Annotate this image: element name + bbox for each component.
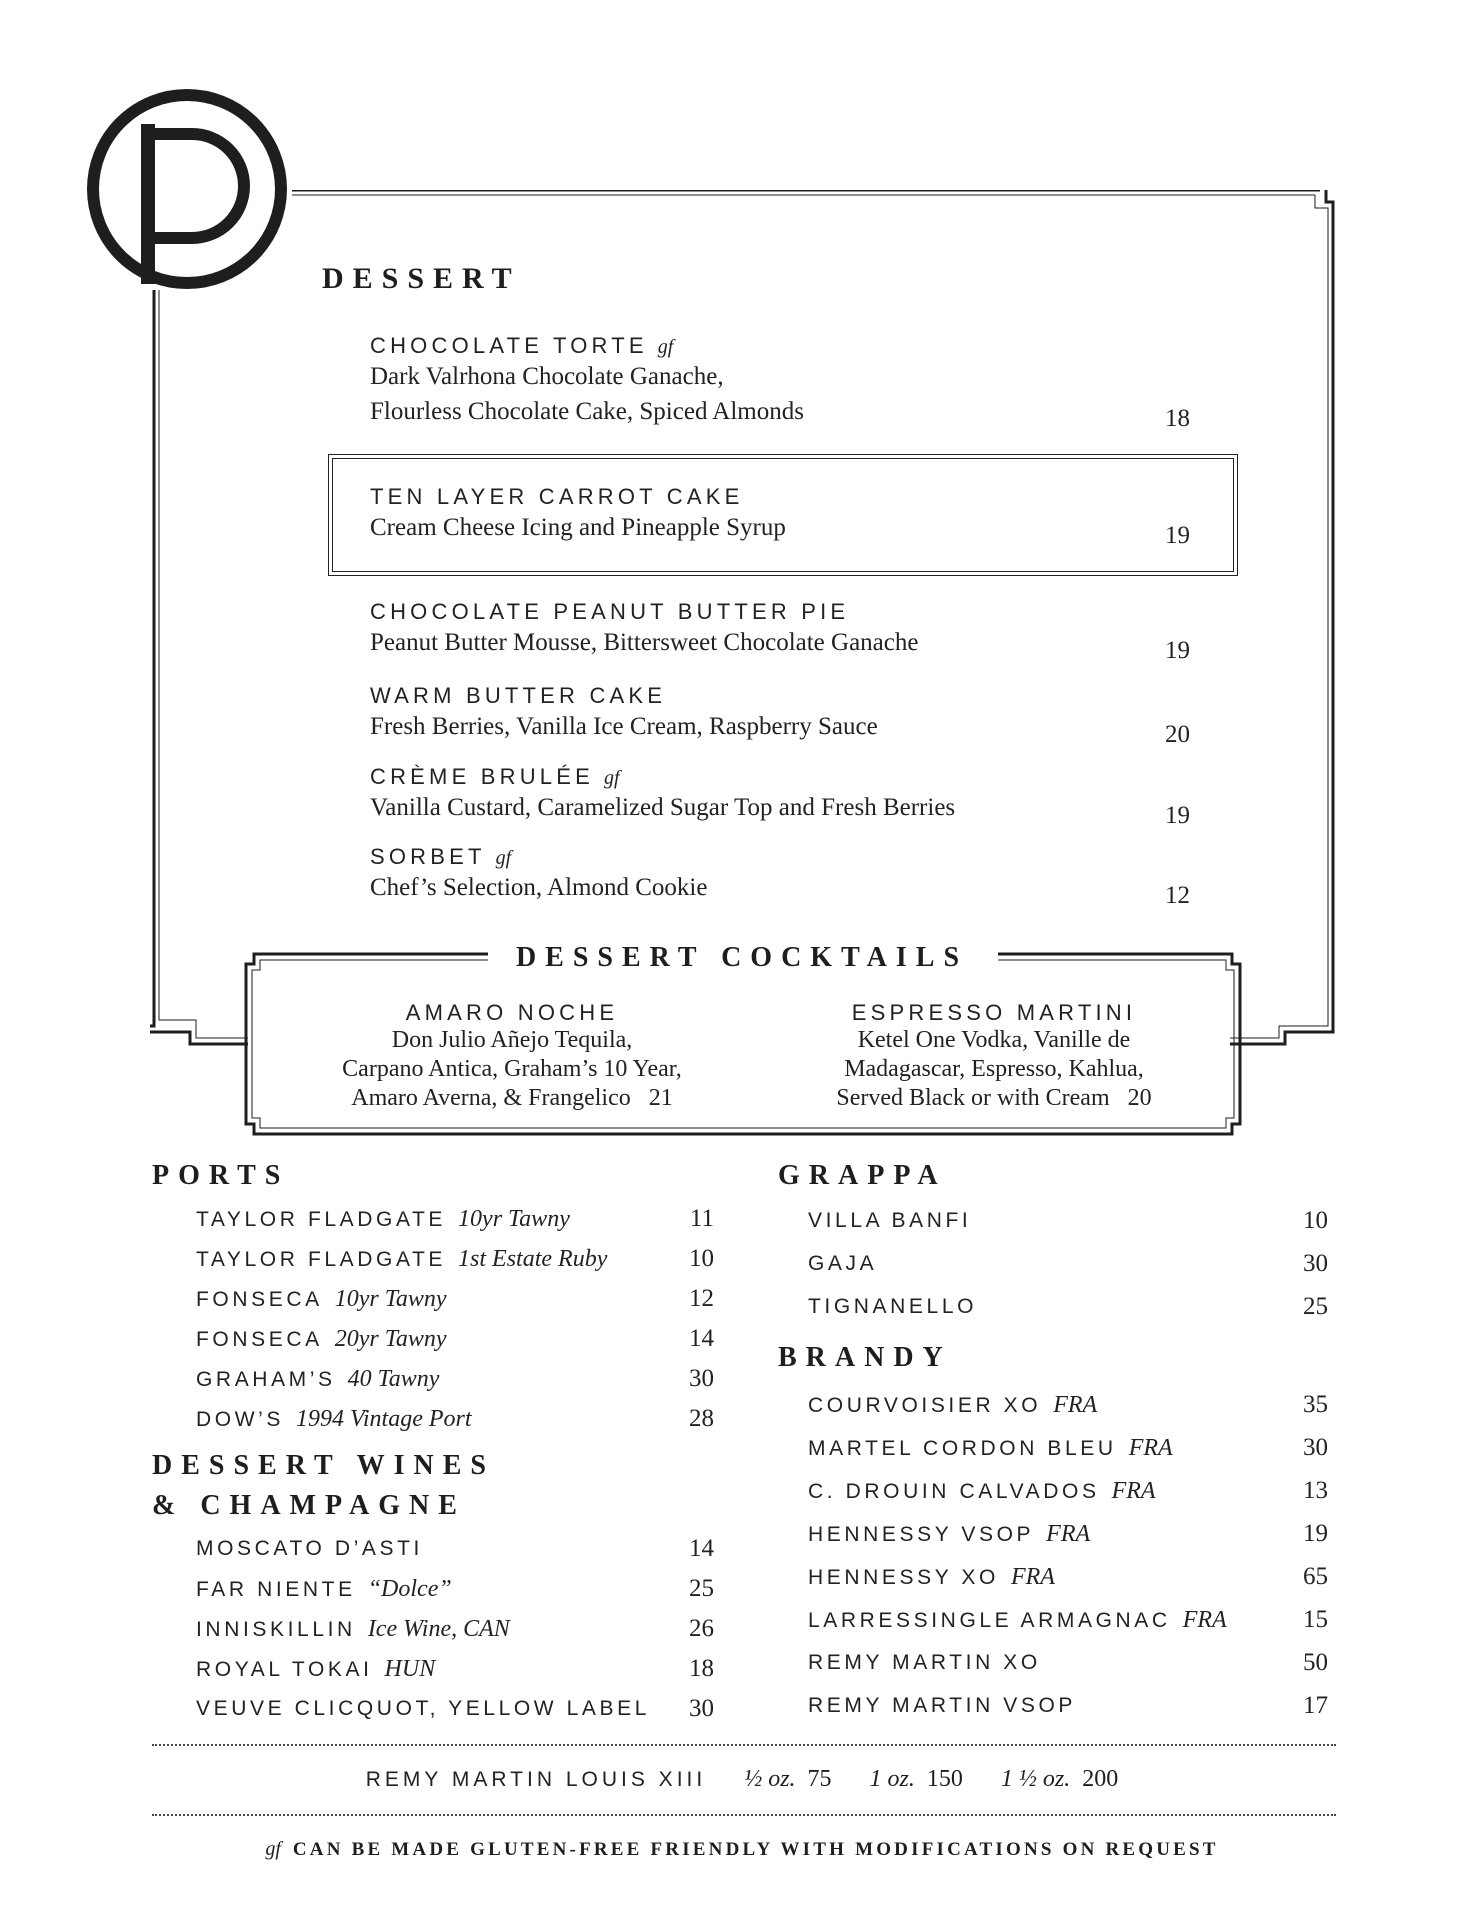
list-item xyxy=(808,1247,1328,1281)
dessert-price: 19 xyxy=(1165,522,1190,549)
list-item xyxy=(196,1572,714,1606)
item-style: 20yr Tawny xyxy=(334,1325,447,1352)
dessert-desc-line: Fresh Berries, Vanilla Ice Cream, Raspberry Sauce xyxy=(370,713,878,740)
item-name: HENNESSY XO xyxy=(808,1565,999,1589)
item-price: 25 xyxy=(689,1575,714,1602)
dotted-divider xyxy=(152,1814,1336,1816)
item-style: HUN xyxy=(384,1655,436,1682)
gf-mark: gf xyxy=(495,847,512,869)
pour-size: ½ oz. xyxy=(744,1766,796,1792)
item-name: C. DROUIN CALVADOS xyxy=(808,1479,1100,1503)
cocktails-heading: DESSERT COCKTAILS xyxy=(515,942,969,973)
item-style: FRA xyxy=(1046,1520,1091,1547)
list-item xyxy=(196,1242,714,1276)
item-name: FAR NIENTE xyxy=(196,1577,356,1601)
item-price: 28 xyxy=(689,1405,714,1432)
grappa-heading: GRAPPA xyxy=(778,1160,947,1191)
dessert-desc-line: Cream Cheese Icing and Pineapple Syrup xyxy=(370,514,786,541)
dessert-price: 18 xyxy=(1165,405,1190,432)
item-price: 35 xyxy=(1303,1391,1328,1418)
cocktail-desc-line: Carpano Antica, Graham’s 10 Year, xyxy=(342,1056,682,1082)
ports-heading: PORTS xyxy=(152,1160,290,1191)
item-name: GRAHAM’S xyxy=(196,1367,336,1391)
cocktail-amaro-noche xyxy=(302,1000,722,1113)
gluten-free-note: CAN BE MADE GLUTEN-FREE FRIENDLY WITH MODIFICATIONS ON REQUEST xyxy=(292,1839,1219,1860)
item-style: 40 Tawny xyxy=(347,1365,440,1392)
item-style: FRA xyxy=(1128,1434,1173,1461)
dessert-item-carrot-cake xyxy=(370,484,1190,550)
pour-price: 150 xyxy=(926,1766,963,1792)
list-item xyxy=(196,1532,714,1566)
dessert-item-peanut-butter-pie xyxy=(370,599,1190,665)
item-price: 14 xyxy=(689,1535,714,1562)
dessert-name: CHOCOLATE TORTE gf xyxy=(370,333,674,358)
dessert-name: SORBET gf xyxy=(370,844,512,869)
dessert-desc-line: Peanut Butter Mousse, Bittersweet Chocolate Ganache xyxy=(370,629,919,656)
dessert-item-sorbet xyxy=(370,844,1190,910)
gf-mark: gf xyxy=(604,767,620,789)
dessert-name: CHOCOLATE PEANUT BUTTER PIE xyxy=(370,599,850,624)
item-price: 11 xyxy=(689,1205,714,1232)
dessert-desc-line: Chef’s Selection, Almond Cookie xyxy=(370,874,708,901)
item-price: 18 xyxy=(689,1655,714,1682)
cocktail-name: AMARO NOCHE xyxy=(405,1000,619,1025)
list-item xyxy=(808,1646,1328,1680)
item-price: 12 xyxy=(689,1285,714,1312)
item-style: 10yr Tawny xyxy=(334,1285,447,1312)
item-name: ROYAL TOKAI xyxy=(196,1657,373,1681)
item-style: FRA xyxy=(1010,1563,1055,1590)
dessert-price: 19 xyxy=(1165,802,1190,829)
list-item xyxy=(808,1431,1328,1465)
item-price: 14 xyxy=(689,1325,714,1352)
item-style: “Dolce” xyxy=(367,1575,452,1602)
item-price: 65 xyxy=(1303,1563,1328,1590)
item-name: VEUVE CLICQUOT, YELLOW LABEL xyxy=(196,1697,651,1720)
item-price: 15 xyxy=(1303,1606,1328,1633)
wines-heading-line1: DESSERT WINES xyxy=(152,1450,495,1481)
list-item xyxy=(196,1652,714,1686)
list-item xyxy=(808,1560,1328,1594)
dessert-desc-line: Vanilla Custard, Caramelized Sugar Top and Fresh Berries xyxy=(370,794,956,821)
item-style: 10yr Tawny xyxy=(458,1205,570,1232)
list-item xyxy=(196,1362,714,1396)
footer-note xyxy=(0,1838,1484,1861)
item-style: Ice Wine, CAN xyxy=(367,1615,510,1642)
cocktail-desc-line: Ketel One Vodka, Vanille de xyxy=(857,1027,1131,1053)
item-price: 30 xyxy=(689,1365,714,1392)
list-item xyxy=(196,1402,714,1436)
dessert-item-creme-brulee xyxy=(370,764,1190,830)
gf-mark: gf xyxy=(265,1838,281,1860)
item-name: LARRESSINGLE ARMAGNAC xyxy=(808,1608,1171,1632)
item-price: 30 xyxy=(689,1695,714,1722)
item-name: DOW’S xyxy=(196,1407,284,1431)
item-price: 50 xyxy=(1303,1649,1328,1676)
pour-size: 1 oz. xyxy=(869,1766,915,1792)
gf-mark: gf xyxy=(657,336,674,358)
pour-size: 1 ½ oz. xyxy=(1000,1766,1071,1792)
list-item xyxy=(196,1282,714,1316)
item-price: 30 xyxy=(1303,1250,1328,1277)
item-style: FRA xyxy=(1111,1477,1156,1504)
item-name: TAYLOR FLADGATE xyxy=(196,1247,447,1271)
dotted-divider xyxy=(152,1744,1336,1746)
list-item xyxy=(196,1692,714,1726)
item-style: FRA xyxy=(1182,1606,1227,1633)
cocktail-espresso-martini xyxy=(784,1000,1204,1113)
dessert-price: 19 xyxy=(1165,637,1190,664)
pour-price: 75 xyxy=(807,1766,832,1792)
item-name: REMY MARTIN VSOP xyxy=(808,1694,1077,1717)
list-item xyxy=(808,1204,1328,1238)
item-name: GAJA xyxy=(808,1252,878,1275)
cocktail-desc-line: Served Black or with Cream 20 xyxy=(836,1085,1152,1111)
item-price: 19 xyxy=(1303,1520,1328,1547)
louis-name: REMY MARTIN LOUIS XIII xyxy=(365,1768,707,1791)
list-item xyxy=(196,1612,714,1646)
item-name: COURVOISIER XO xyxy=(808,1393,1042,1417)
dessert-desc-line: Dark Valrhona Chocolate Ganache, xyxy=(370,363,724,390)
item-style: FRA xyxy=(1053,1391,1098,1418)
item-name: HENNESSY VSOP xyxy=(808,1522,1035,1546)
dessert-price: 20 xyxy=(1165,721,1190,748)
list-item xyxy=(808,1517,1328,1551)
item-style: 1994 Vintage Port xyxy=(296,1405,472,1432)
cocktail-desc-line: Amaro Averna, & Frangelico 21 xyxy=(351,1085,673,1111)
brandy-heading: BRANDY xyxy=(778,1342,952,1373)
dessert-desc-line: Flourless Chocolate Cake, Spiced Almonds xyxy=(370,398,804,425)
item-name: REMY MARTIN XO xyxy=(808,1651,1041,1674)
list-item xyxy=(196,1322,714,1356)
item-name: VILLA BANFI xyxy=(808,1209,972,1232)
cocktail-desc-line: Don Julio Añejo Tequila, xyxy=(391,1027,633,1053)
wines-heading-line2: & CHAMPAGNE xyxy=(152,1490,466,1521)
item-name: FONSECA xyxy=(196,1287,323,1311)
item-name: INNISKILLIN xyxy=(196,1617,356,1641)
dessert-name: TEN LAYER CARROT CAKE xyxy=(370,484,744,509)
pour-price: 200 xyxy=(1082,1766,1119,1792)
dessert-name: CRÈME BRULÉE gf xyxy=(370,764,620,789)
cocktail-heading-rules xyxy=(480,952,1010,964)
item-price: 13 xyxy=(1303,1477,1328,1504)
item-price: 30 xyxy=(1303,1434,1328,1461)
item-name: MOSCATO D’ASTI xyxy=(196,1537,423,1560)
item-name: FONSECA xyxy=(196,1327,323,1351)
dessert-price: 12 xyxy=(1165,882,1190,909)
item-price: 10 xyxy=(1303,1207,1328,1234)
list-item xyxy=(196,1202,714,1236)
list-item xyxy=(808,1603,1328,1637)
item-name: TIGNANELLO xyxy=(808,1295,978,1318)
dessert-heading: DESSERT xyxy=(322,262,521,295)
dessert-name: WARM BUTTER CAKE xyxy=(370,683,667,708)
list-item xyxy=(808,1689,1328,1723)
item-price: 17 xyxy=(1303,1692,1328,1719)
item-style: 1st Estate Ruby xyxy=(458,1245,608,1272)
item-price: 26 xyxy=(689,1615,714,1642)
list-item xyxy=(808,1474,1328,1508)
item-name: TAYLOR FLADGATE xyxy=(196,1207,447,1231)
item-price: 10 xyxy=(689,1245,714,1272)
cocktail-name: ESPRESSO MARTINI xyxy=(851,1000,1137,1025)
louis-xiii-row xyxy=(0,1766,1484,1793)
list-item xyxy=(808,1388,1328,1422)
cocktail-desc-line: Madagascar, Espresso, Kahlua, xyxy=(844,1056,1144,1082)
item-name: MARTEL CORDON BLEU xyxy=(808,1436,1117,1460)
dessert-item-chocolate-torte xyxy=(370,333,1190,433)
dessert-item-warm-butter-cake xyxy=(370,683,1190,749)
list-item xyxy=(808,1290,1328,1324)
item-price: 25 xyxy=(1303,1293,1328,1320)
